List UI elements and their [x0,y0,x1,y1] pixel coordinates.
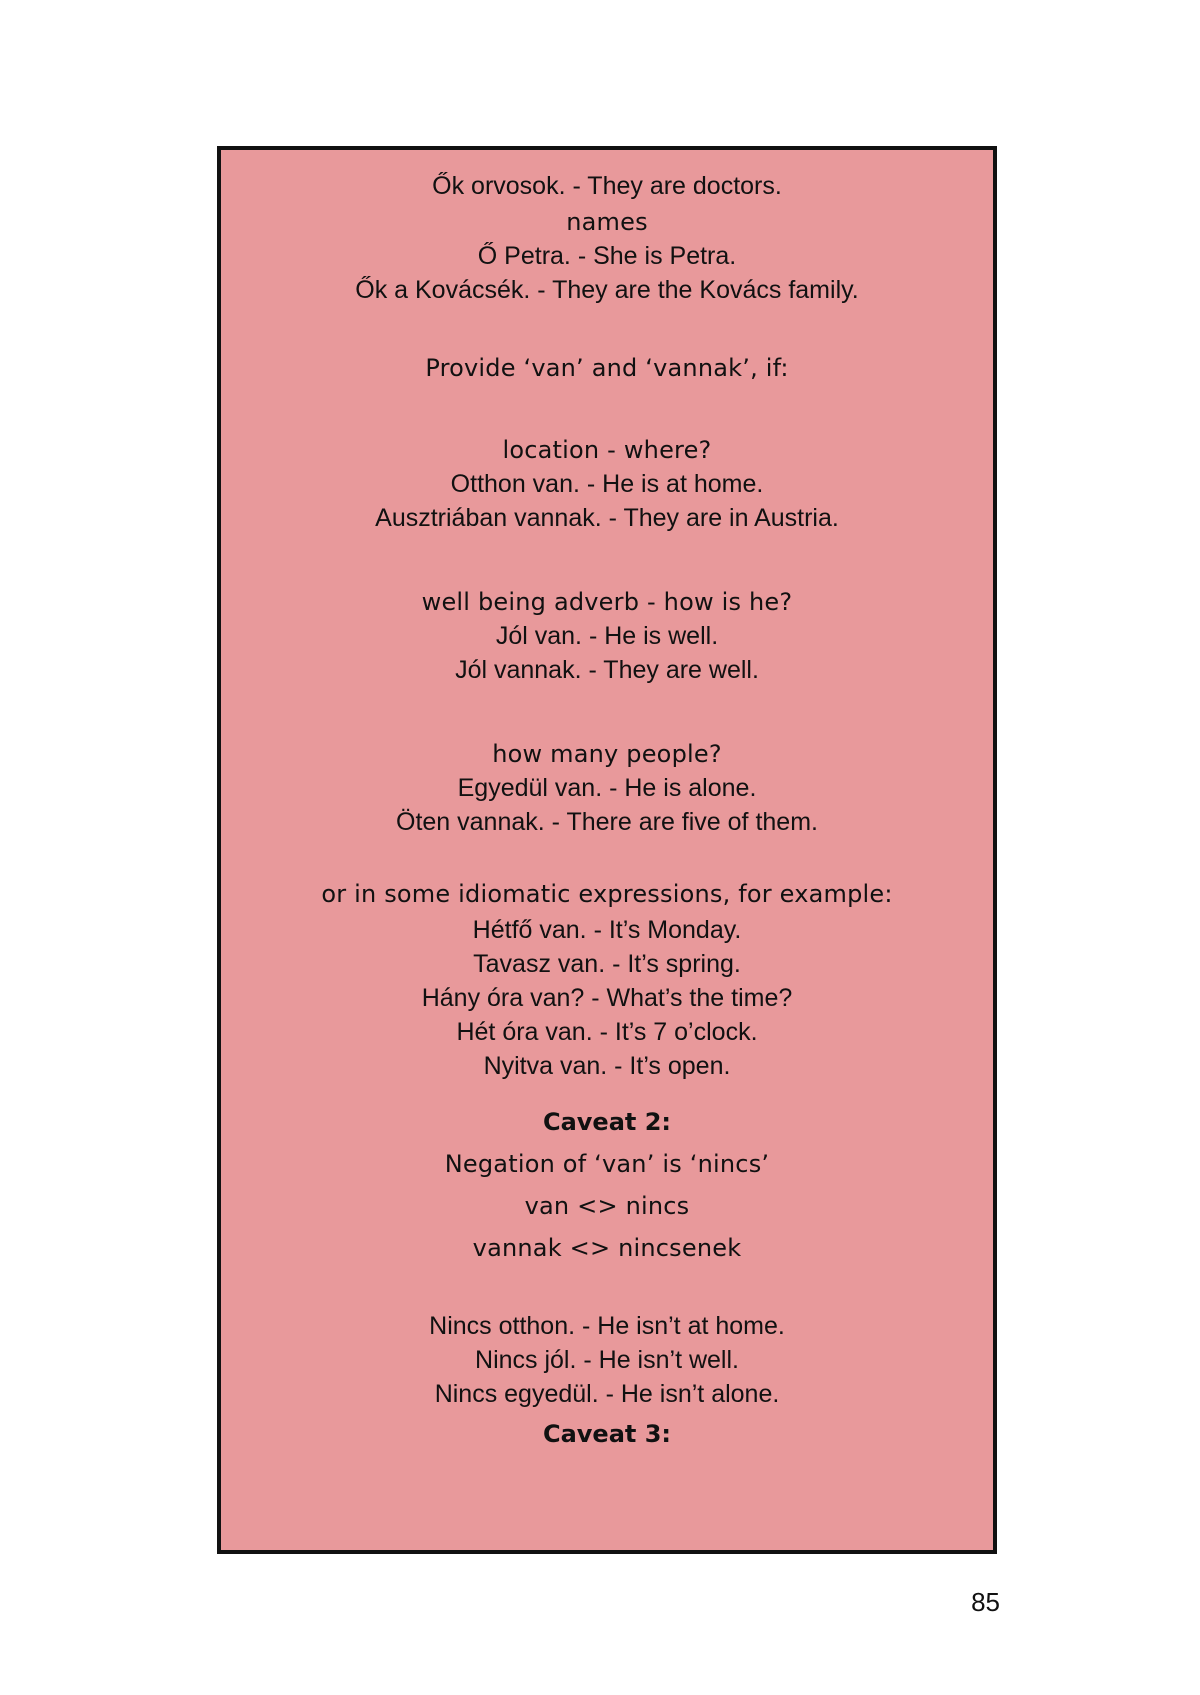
example-sentence: Ausztriában vannak. - They are in Austria. [375,504,839,532]
page-number: 85 [971,1587,1000,1617]
category-heading: well being adverb - how is he? [421,588,793,616]
example-sentence: Otthon van. - He is at home. [450,470,764,498]
rule-text: vannak <> nincsenek [472,1234,742,1262]
example-sentence: Nyitva van. - It’s open. [483,1052,731,1080]
example-sentence: Hét óra van. - It’s 7 o’clock. [456,1018,758,1046]
rule-text: Negation of ‘van’ is ‘nincs’ [444,1150,770,1178]
caveat-heading: Caveat 2: [542,1108,672,1136]
example-sentence: Nincs jól. - He isn’t well. [475,1346,739,1374]
example-sentence: Hétfő van. - It’s Monday. [472,916,742,944]
example-sentence: Ő Petra. - She is Petra. [477,242,737,270]
category-heading: location - where? [502,436,712,464]
rule-text: van <> nincs [524,1192,690,1220]
grammar-box [217,146,997,1554]
category-heading: or in some idiomatic expressions, for example: [321,880,893,908]
example-sentence: Tavasz van. - It’s spring. [473,950,741,978]
example-sentence: Jól van. - He is well. [495,622,719,650]
example-sentence: Ők a Kovácsék. - They are the Kovács family. [355,276,859,304]
rule-heading: Provide ‘van’ and ‘vannak’, if: [425,354,789,382]
example-sentence: Öten vannak. - There are five of them. [396,808,818,836]
example-sentence: Hány óra van? - What’s the time? [421,984,793,1012]
example-sentence: Nincs otthon. - He isn’t at home. [429,1312,785,1340]
example-sentence: Jól vannak. - They are well. [455,656,759,684]
example-sentence: Egyedül van. - He is alone. [457,774,757,802]
caveat-heading: Caveat 3: [542,1420,672,1448]
example-sentence: Ők orvosok. - They are doctors. [432,172,782,200]
example-sentence: Nincs egyedül. - He isn’t alone. [434,1380,780,1408]
category-heading: names [566,208,648,236]
category-heading: how many people? [492,740,722,768]
